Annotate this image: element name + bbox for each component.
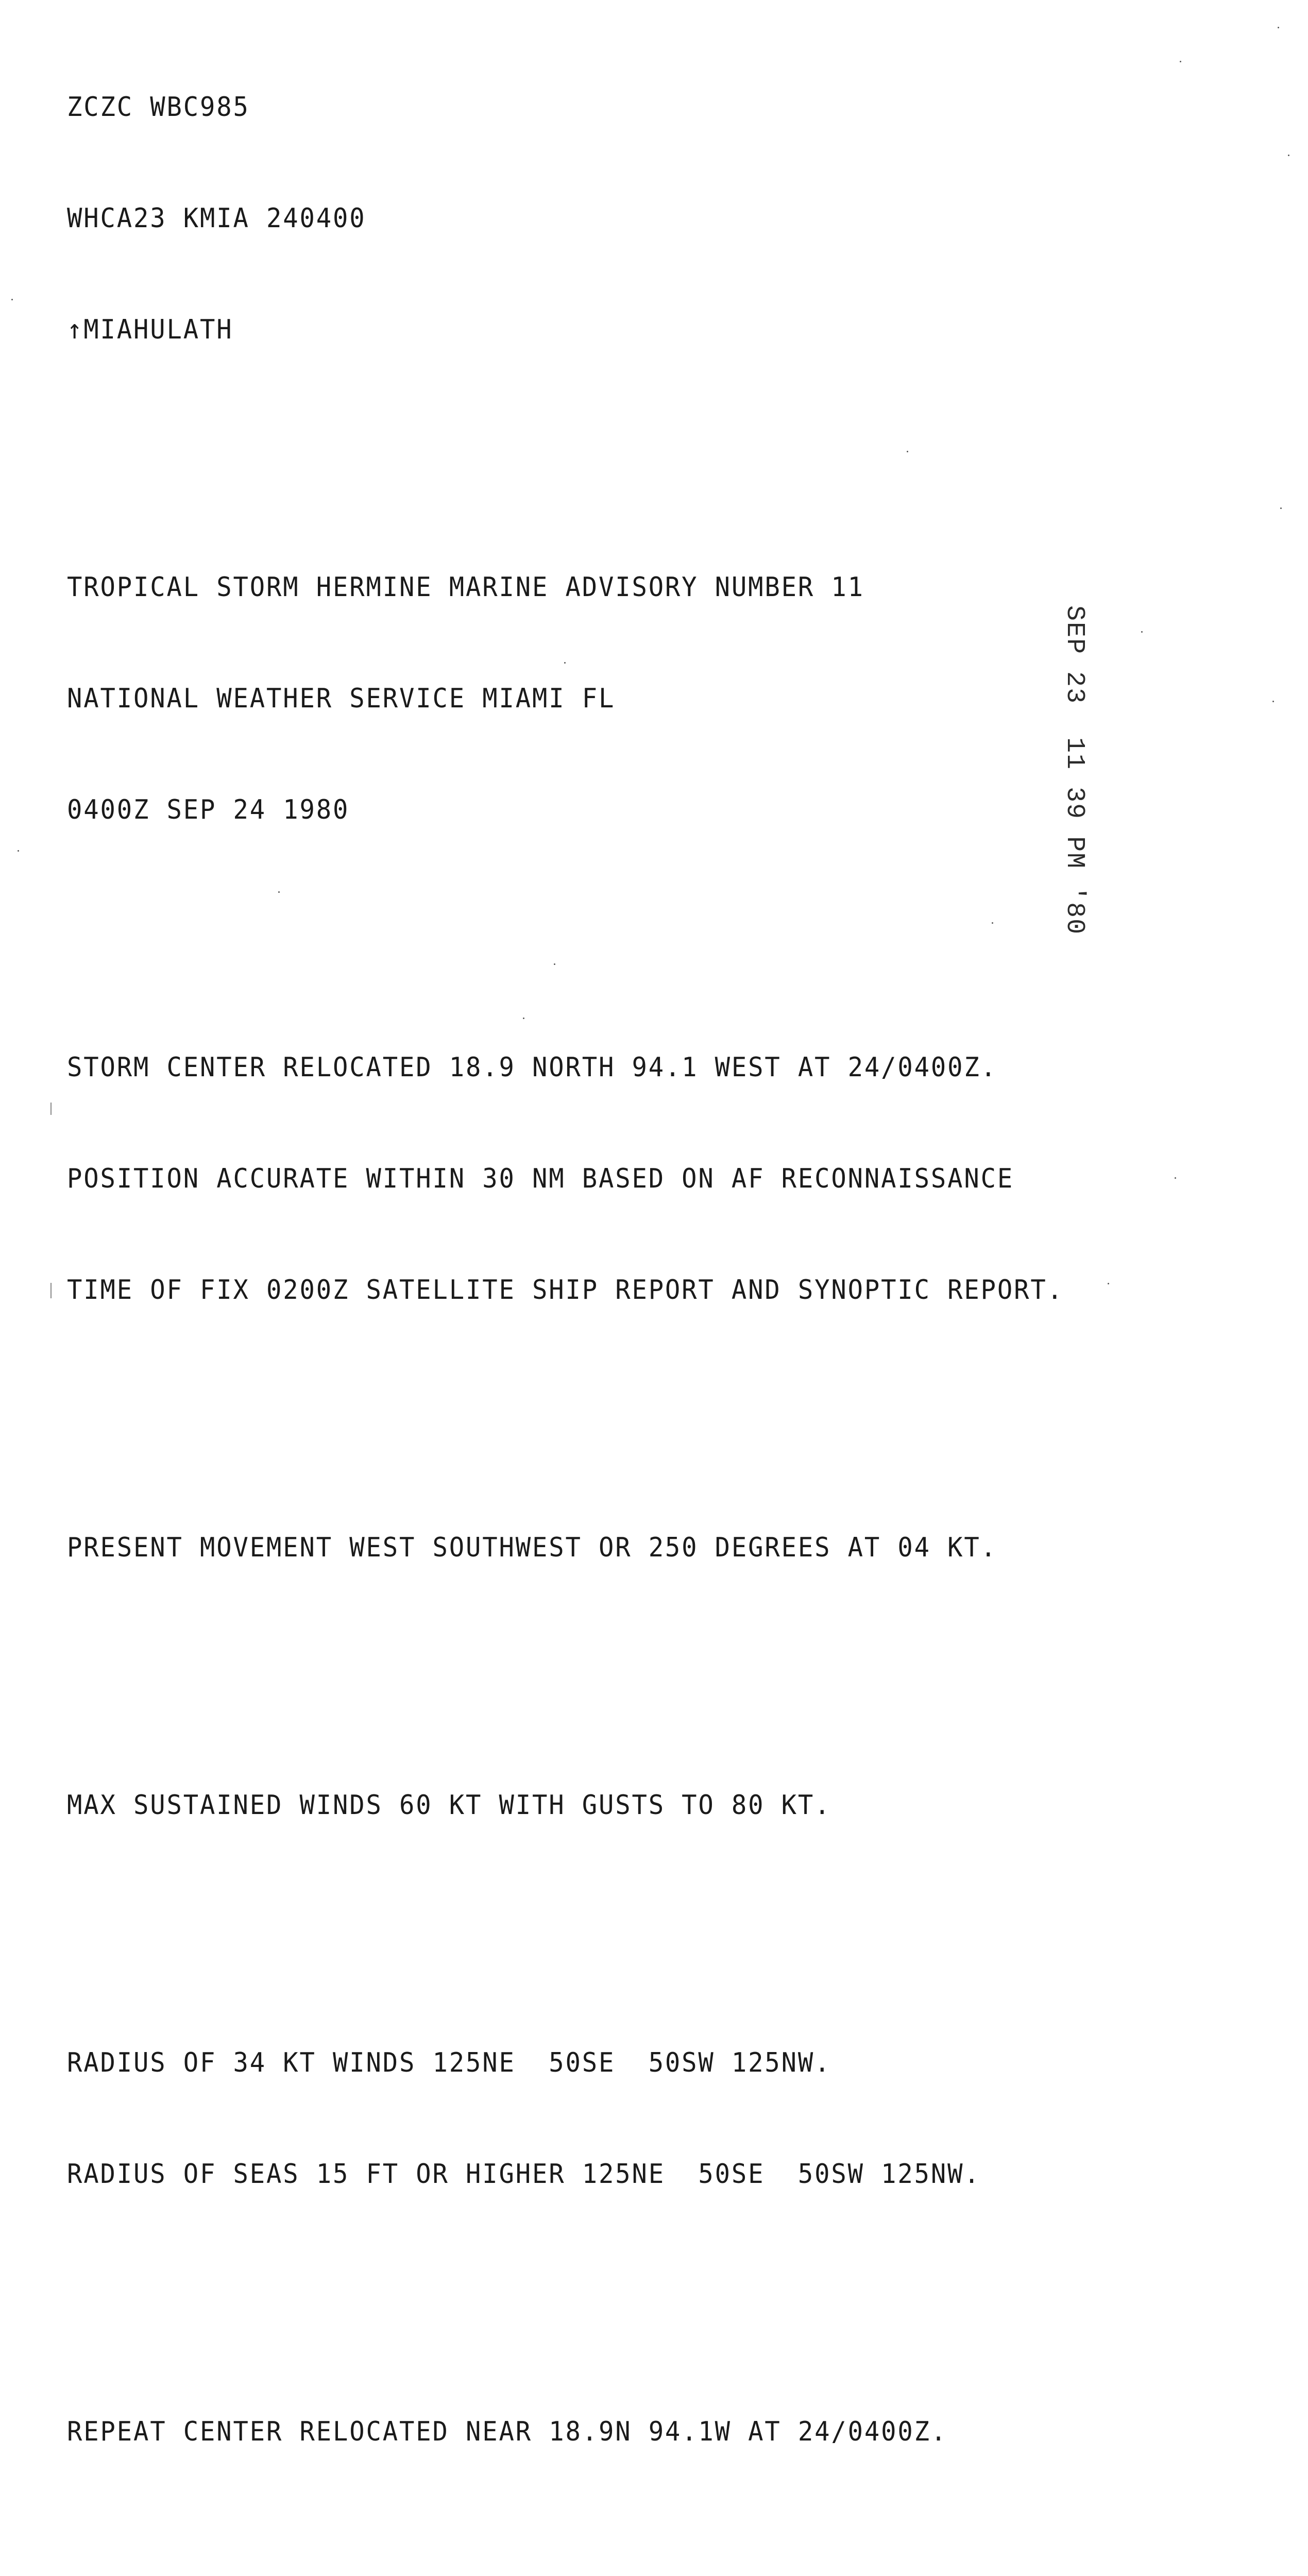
spacer — [67, 1383, 963, 1418]
spacer — [67, 2524, 963, 2560]
spacer — [67, 422, 963, 457]
left-edge-mark — [50, 1283, 52, 1298]
scan-speck — [907, 451, 908, 452]
radius-seas-line: RADIUS OF SEAS 15 FT OR HIGHER 125NE 50SE 50SW 125NW. — [67, 2159, 981, 2190]
spacer — [67, 2267, 963, 2302]
winds-line: MAX SUSTAINED WINDS 60 KT WITH GUSTS TO 80 KT. — [67, 1790, 831, 1821]
stamp-text: SEP 23 11 39 PM '80 — [1060, 605, 1089, 936]
scan-speck — [1288, 155, 1289, 156]
spacer — [67, 1898, 963, 1933]
scan-speck — [11, 299, 13, 300]
scan-speck — [1108, 1283, 1109, 1284]
received-time-stamp — [1051, 605, 1092, 936]
scan-speck — [554, 963, 555, 965]
movement-line: PRESENT MOVEMENT WEST SOUTHWEST OR 250 DEGREES AT 04 KT. — [67, 1532, 997, 1563]
header-line-1: ZCZC WBC985 — [67, 92, 250, 123]
scan-speck — [1175, 1177, 1176, 1179]
scan-speck — [564, 662, 566, 664]
spacer — [67, 903, 963, 938]
scan-speck — [1272, 701, 1274, 702]
scan-speck — [18, 850, 19, 852]
scan-speck — [1180, 61, 1181, 62]
scan-speck — [1141, 631, 1143, 633]
spacer — [67, 1640, 963, 1675]
issue-time: 0400Z SEP 24 1980 — [67, 794, 350, 825]
header-line-2: WHCA23 KMIA 240400 — [67, 203, 366, 234]
position-line-1: STORM CENTER RELOCATED 18.9 NORTH 94.1 WEST AT 24/0400Z. — [67, 1052, 997, 1083]
issuing-office: NATIONAL WEATHER SERVICE MIAMI FL — [67, 683, 616, 714]
position-line-3: TIME OF FIX 0200Z SATELLITE SHIP REPORT AND SYNOPTIC REPORT. — [67, 1275, 1064, 1306]
radius-winds-line: RADIUS OF 34 KT WINDS 125NE 50SE 50SW 125NW. — [67, 2047, 831, 2078]
advisory-title: TROPICAL STORM HERMINE MARINE ADVISORY NUMBER 11 — [67, 572, 864, 603]
header-line-3: ↑MIAHULATH — [67, 314, 233, 345]
repeat-line: REPEAT CENTER RELOCATED NEAR 18.9N 94.1W AT 24/0400Z. — [67, 2416, 948, 2447]
advisory-text — [67, 14, 1064, 2576]
left-edge-mark — [50, 1103, 52, 1115]
scan-speck — [1278, 27, 1279, 28]
scan-speck — [278, 891, 280, 893]
scan-speck — [992, 922, 993, 924]
scan-speck — [523, 1018, 524, 1019]
scan-speck — [1280, 507, 1282, 509]
position-line-2: POSITION ACCURATE WITHIN 30 NM BASED ON AF RECONNAISSANCE — [67, 1163, 1014, 1194]
